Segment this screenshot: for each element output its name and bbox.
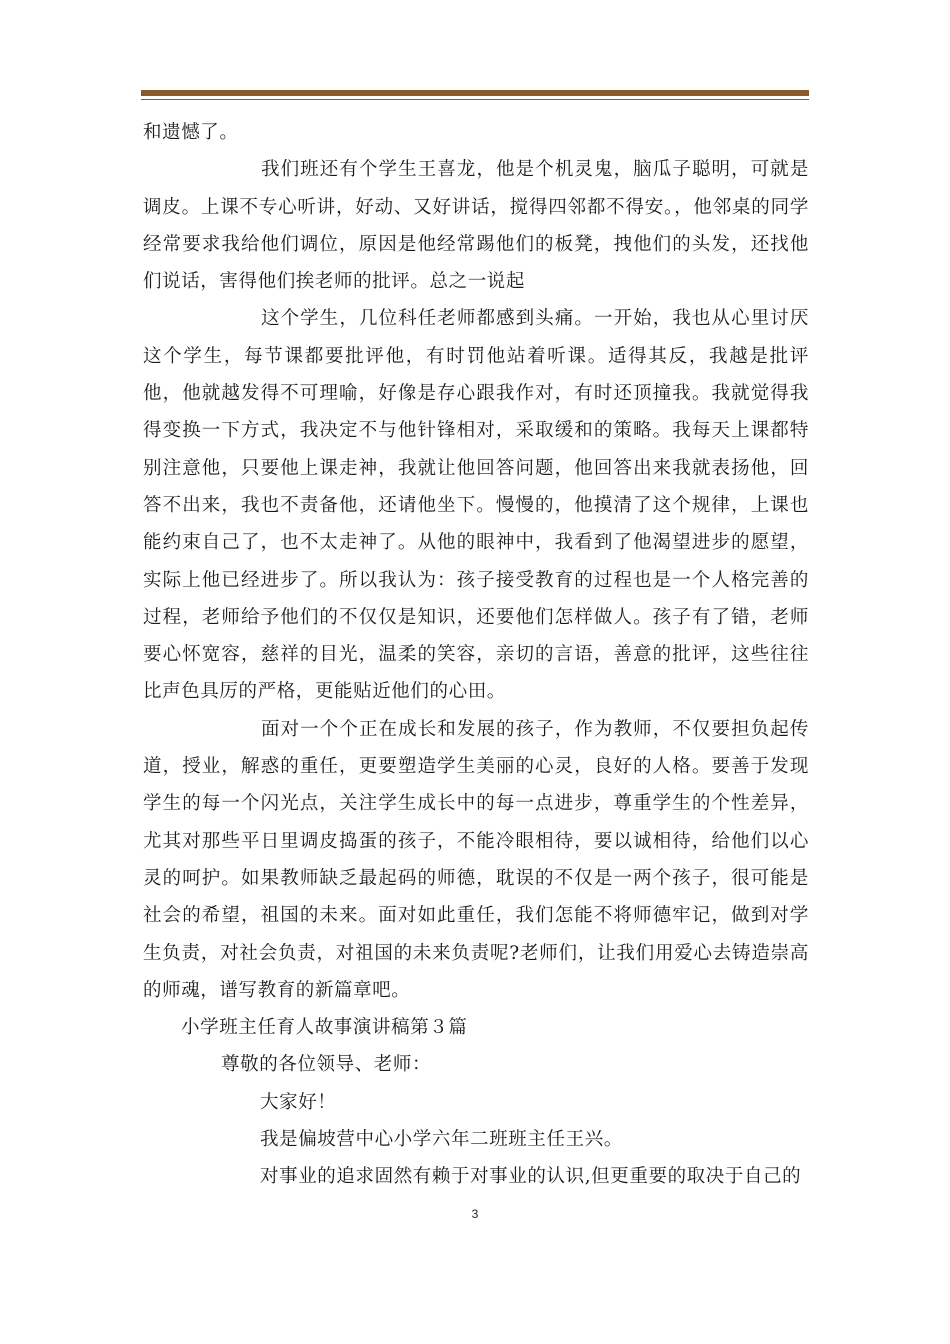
salutation: 尊敬的各位领导、老师： [221,1054,432,1076]
document-body [143,114,809,1196]
paragraph-career-pursuit: 对事业的追求固然有赖于对事业的认识,但更重要的取决于自己的 [260,1166,802,1188]
paragraph-continuation: 和遗憾了。 [143,122,239,143]
self-introduction: 我是偏坡营中心小学六年二班班主任王兴。 [260,1129,623,1151]
section-title: 小学班主任育人故事演讲稿第３篇 [181,1017,468,1039]
page-number: 3 [471,1207,479,1221]
greeting: 大家好！ [260,1091,337,1113]
paragraph-teachers-headache: 这个学生，几位科任老师都感到头痛。一开始，我也从心里讨厌这个学生，每节课都要批评他，有时罚他站着听课。适得其反，我越是批评他，他就越发得不可理喻，好像是存心跟我作对，有时还顶撞我。我就觉得我得变换一下方式，我决定不与他针锋相对，采取缓和的策略。我每天上课都特别注意他，只要他上课走神，我就让他回答问题，他回答出来我就表扬他，回答不出来，我也不责备他，还请他坐下。慢慢的，他摸清了这个规律，上课也能约束自己了，也不太走神了。从他的眼神中，我看到了他渴望进步的愿望，实际上他已经进步了。所以我认为：孩子接受教育的过程也是一个人格完善的过程，老师给予他们的不仅仅是知识，还要他们怎样做人。孩子有了错，老师要心怀宽容，慈祥的目光，温柔的笑容，亲切的言语，善意的批评，这些往往比声色具厉的严格，更能贴近他们的心田。 [143,308,809,703]
header-rule-thin [141,99,809,100]
paragraph-teacher-ethics: 面对一个个正在成长和发展的孩子，作为教师，不仅要担负起传道，授业，解惑的重任，更要塑造学生美丽的心灵，良好的人格。要善于发现学生的每一个闪光点，关注学生成长中的每一点进步，尊重学生的个性差异，尤其对那些平日里调皮捣蛋的孩子，不能冷眼相待，要以诚相待，给他们以心灵的呵护。如果教师缺乏最起码的师德，耽误的不仅是一两个孩子，很可能是社会的希望，祖国的未来。面对如此重任，我们怎能不将师德牢记，做到对学生负责，对社会负责，对祖国的未来负责呢?老师们，让我们用爱心去铸造崇高的师魂，谱写教育的新篇章吧。 [143,718,809,1001]
paragraph-wang-xilong: 我们班还有个学生王喜龙，他是个机灵鬼，脑瓜子聪明，可就是调皮。上课不专心听讲，好动、又好讲话，搅得四邻都不得安。，他邻桌的同学经常要求我给他们调位，原因是他经常踢他们的板凳，拽他们的头发，还找他们说话，害得他们挨老师的批评。总之一说起 [143,159,809,293]
header-rule-thick [141,90,809,96]
